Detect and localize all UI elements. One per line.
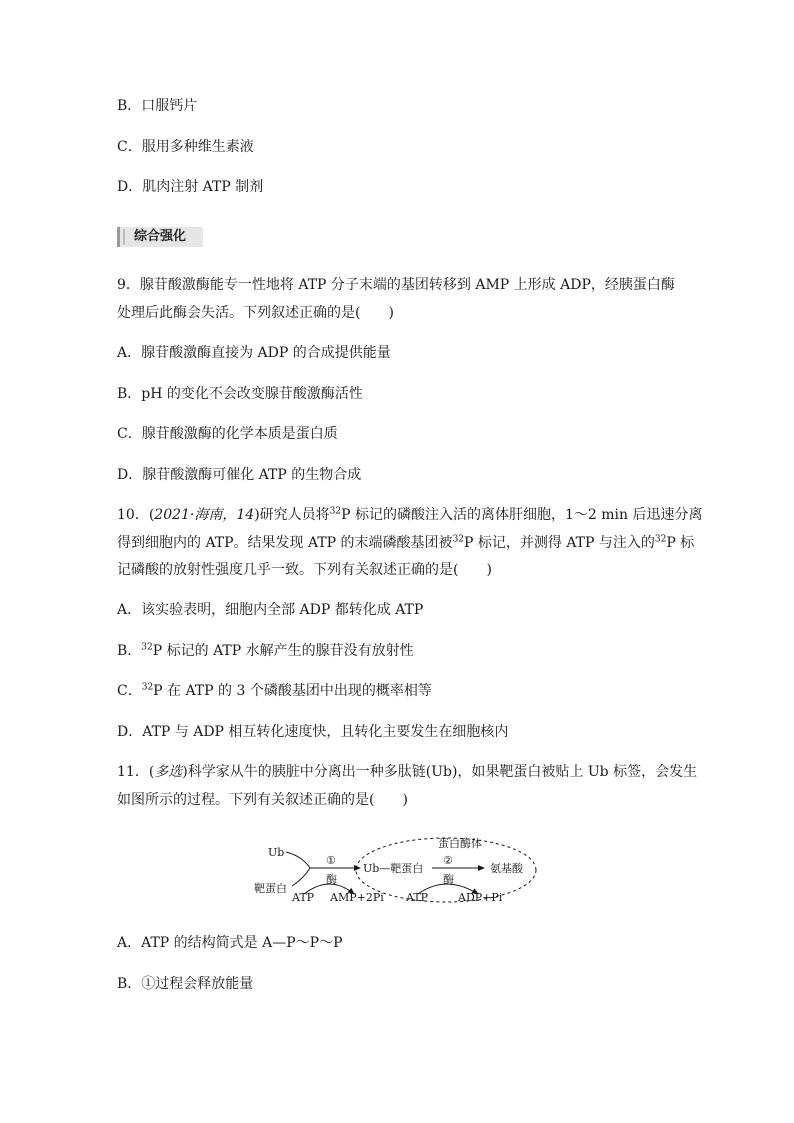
- q10-stem-line1: [117, 506, 702, 524]
- q10-option-text: P 在 ATP 的 3 个磷酸基团中出现的概率相等: [153, 683, 432, 699]
- q10-sup: 32: [654, 534, 667, 545]
- q10-number: 10．(: [117, 507, 155, 523]
- q11-number: 11．(: [117, 764, 155, 780]
- q10-stem-part: P 标记的磷酸注入活的离体肝细胞，1～2 min 后迅速分离: [341, 507, 703, 523]
- q11-option-b: B．①过程会释放能量: [117, 976, 254, 992]
- q9-option-b: B．pH 的变化不会改变腺苷酸激酶活性: [117, 386, 363, 402]
- q10-sup: 32: [141, 682, 154, 693]
- ub-join-line: [286, 852, 310, 868]
- label-ub-target-complex: Ub—靶蛋白: [363, 862, 424, 875]
- label-amino-acid: 氨基酸: [490, 862, 523, 875]
- q10-option-label: B．: [117, 643, 142, 659]
- label-step1: ①: [326, 854, 336, 867]
- q10-sup: 32: [141, 642, 153, 653]
- section-heading: 综合强化: [117, 227, 203, 247]
- q9-option-d: D．腺苷酸激酶可催化 ATP 的生物合成: [117, 467, 362, 483]
- q9-option-a: A．腺苷酸激酶直接为 ADP 的合成提供能量: [117, 345, 391, 361]
- label-atp-2: ATP: [406, 891, 429, 904]
- q10-option-a: A．该实验表明，细胞内全部 ADP 都转化成 ATP: [117, 602, 424, 618]
- q10-option-d: D．ATP 与 ADP 相互转化速度快，且转化主要发生在细胞核内: [117, 724, 509, 740]
- q11-stem-part: )科学家从牛的胰脏中分离出一种多肽链(Ub)，如果靶蛋白被贴上 Ub 标签，会发生: [182, 764, 698, 780]
- q10-option-b: [117, 642, 414, 660]
- q9-stem-line1: 9．腺苷酸激酶能专一性地将 ATP 分子末端的基团转移到 AMP 上形成 ADP，经胰蛋白酶: [117, 277, 675, 293]
- q10-stem-part: P 标: [666, 535, 695, 551]
- q10-stem-part: 得到细胞内的 ATP。结果发现 ATP 的末端磷酸基团被: [117, 535, 453, 551]
- label-ub: Ub: [268, 846, 285, 859]
- q11-stem-line2: 如图所示的过程。下列有关叙述正确的是( ): [117, 792, 408, 808]
- q10-stem-part: )研究人员将: [254, 507, 330, 523]
- q11-option-a: A．ATP 的结构简式是 A—P～P～P: [117, 935, 343, 951]
- q10-option-text: P 标记的 ATP 水解产生的腺苷没有放射性: [152, 643, 414, 659]
- target-join-line: [292, 868, 310, 886]
- label-atp-1: ATP: [292, 891, 315, 904]
- label-step2: ②: [443, 854, 453, 867]
- label-adp: ADP+Pi: [458, 891, 503, 904]
- ubiquitin-process-diagram: [250, 832, 550, 912]
- q10-stem-line3: 记磷酸的放射性强度几乎一致。下列有关叙述正确的是( ): [117, 562, 492, 578]
- label-enzyme1: 酶: [326, 873, 337, 886]
- q11-stem-line1: [117, 763, 697, 781]
- label-proteasome: 蛋白酶体: [438, 837, 482, 850]
- q9-stem-line2: 处理后此酶会失活。下列叙述正确的是( ): [117, 305, 394, 321]
- option-b-prev: B．口服钙片: [117, 98, 198, 114]
- option-d-prev: D．肌肉注射 ATP 制剂: [117, 179, 264, 195]
- q9-option-c: C．腺苷酸激酶的化学本质是蛋白质: [117, 426, 338, 442]
- q10-source: 2021·海南，14: [154, 507, 255, 523]
- q11-tag: 多选: [154, 764, 183, 780]
- option-c-prev: C．服用多种维生素液: [117, 139, 254, 155]
- q10-stem-line2: [117, 534, 694, 552]
- label-target-protein: 靶蛋白: [254, 882, 287, 895]
- q10-option-c: [117, 682, 432, 700]
- q10-stem-part: P 标记，并测得 ATP 与注入的: [464, 535, 655, 551]
- q10-option-label: C．: [117, 683, 142, 699]
- q10-sup: 32: [452, 534, 465, 545]
- q10-sup: 32: [329, 506, 342, 517]
- label-enzyme2: 酶: [443, 873, 454, 886]
- label-amp: AMP+2Pi: [330, 891, 384, 904]
